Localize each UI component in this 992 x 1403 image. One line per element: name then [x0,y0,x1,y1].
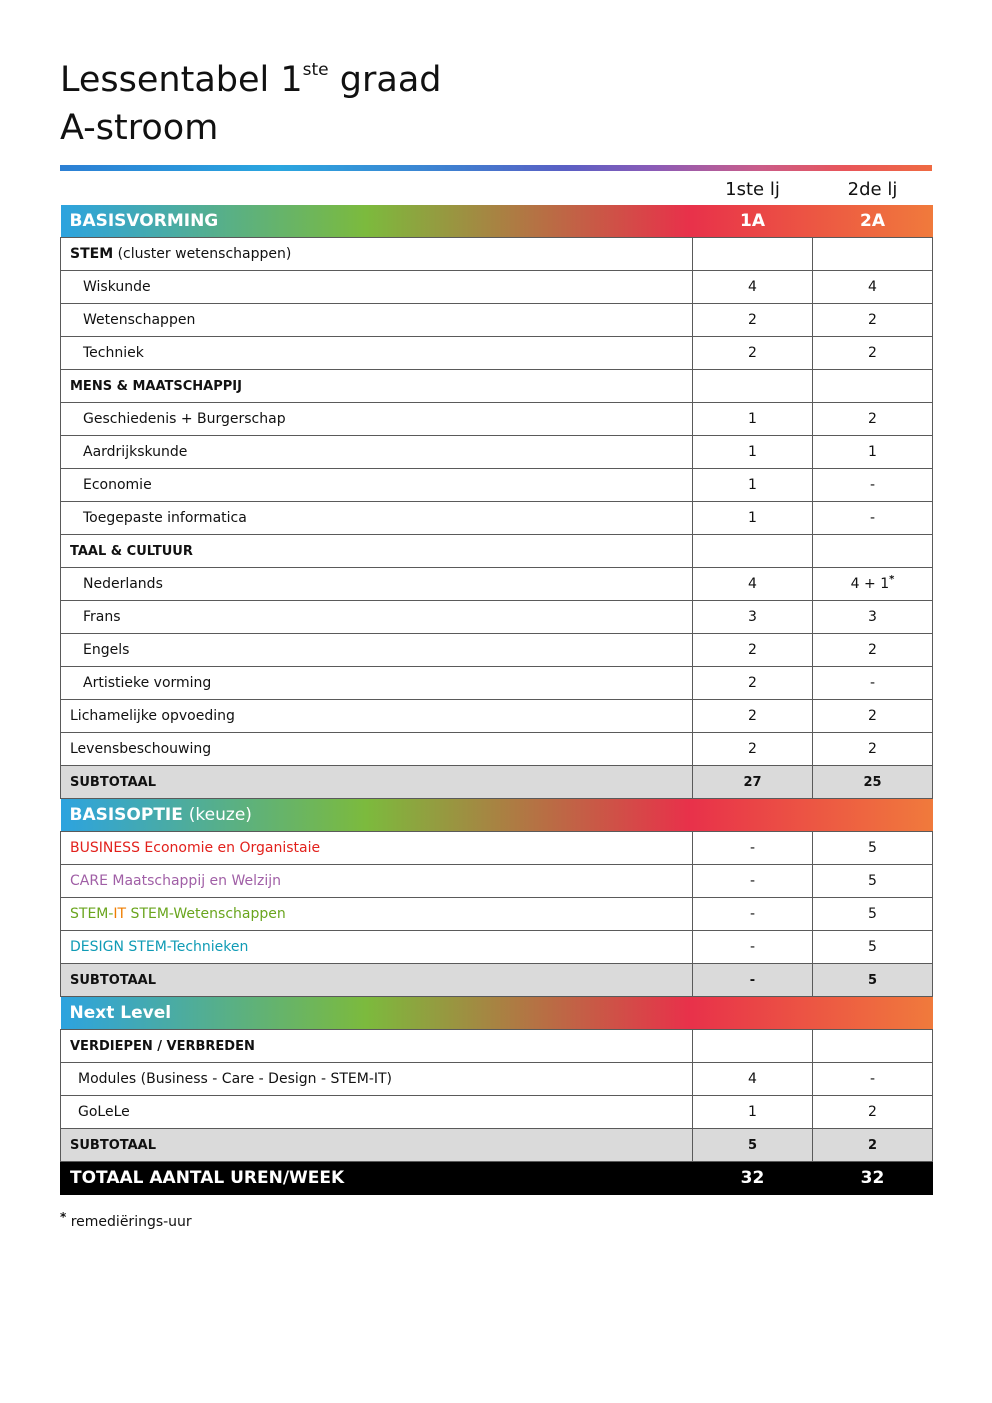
basisoptie-suffix: (keuze) [188,805,252,825]
row-value-1: 4 [693,1063,813,1096]
table-row [61,601,933,634]
subtotal-row-basisvorming [61,766,933,799]
title-line1-suffix: graad [328,60,442,100]
row-value-1: 1 [693,1096,813,1129]
row-label: Lichamelijke opvoeding [61,700,693,733]
row-label: Frans [61,601,693,634]
total-label: TOTAAL AANTAL UREN/WEEK [61,1162,693,1195]
category-row-taal [61,535,933,568]
stem-bold-label: STEM [70,246,114,262]
table-row-stem [61,238,933,271]
row-label: BUSINESS Economie en Organistaie [61,832,693,865]
section-col1: 1A [740,211,765,231]
stemit-label-part3: STEM-Wetenschappen [126,906,286,922]
subtotal-row-next-level [61,1129,933,1162]
subtotal-value-2: 5 [813,964,933,997]
row-value-1 [693,238,813,271]
row-value-2: 1 [813,436,933,469]
section-col2 [813,799,933,832]
row-value-1: 1 [693,469,813,502]
row-value-1 [693,1030,813,1063]
table-row-stemit [61,898,933,931]
row-value-1 [693,535,813,568]
row-value-2: 3 [813,601,933,634]
row-label: Wetenschappen [61,304,693,337]
nederlands-value-2: 4 + 1 [850,576,890,592]
row-value-1: - [693,931,813,964]
row-value-2: - [813,502,933,535]
row-value-2: 2 [813,337,933,370]
table-row [61,1063,933,1096]
row-value-2: 2 [813,700,933,733]
row-value-2: 2 [813,634,933,667]
table-row [61,436,933,469]
row-label: Aardrijkskunde [61,436,693,469]
row-value-2: - [813,667,933,700]
section-header-basisoptie [61,799,933,832]
table-row-care [61,865,933,898]
row-value-1: 1 [693,502,813,535]
row-label [61,898,693,931]
row-value-1: - [693,865,813,898]
row-value-2 [813,1030,933,1063]
row-value-1: 4 [693,271,813,304]
table-row [61,337,933,370]
footnote-marker: * [889,574,895,585]
stem-label-suffix: (cluster wetenschappen) [113,246,292,262]
section-header-basisvorming [61,205,933,238]
section-label: BASISVORMING [69,211,219,231]
section-col2: 2A [860,211,885,231]
row-value-2: 4 [813,271,933,304]
row-value-2: - [813,1063,933,1096]
category-row-verdiepen [61,1030,933,1063]
gradient-divider [60,165,932,171]
row-label: Economie [61,469,693,502]
row-label: Artistieke vorming [61,667,693,700]
year-header-row [61,173,933,205]
title-line2-text: A-stroom [60,108,219,148]
stemit-label-part2: IT [113,906,127,922]
row-value-2 [813,238,933,271]
table-row [61,304,933,337]
section-label: Next Level [69,1003,172,1023]
row-value-2: - [813,469,933,502]
table-row-design [61,931,933,964]
row-label: GoLeLe [61,1096,693,1129]
row-value-1: 2 [693,634,813,667]
row-value-1: 2 [693,700,813,733]
row-value-1: 1 [693,403,813,436]
table-row [61,271,933,304]
section-col1 [693,799,813,832]
row-value-1: 2 [693,304,813,337]
row-label: CARE Maatschappij en Welzijn [61,865,693,898]
row-value-2: 2 [813,1096,933,1129]
basisoptie-title: BASISOPTIE [69,805,183,825]
section-label [61,799,693,832]
stemit-label-part1: STEM- [70,906,114,922]
row-value-2 [813,535,933,568]
subtotal-value-2: 25 [813,766,933,799]
row-value-1: 4 [693,568,813,601]
title-line1-text: Lessentabel 1 [60,60,303,100]
category-row-mens [61,370,933,403]
table-row [61,733,933,766]
footnote-text: remediërings-uur [66,1214,192,1230]
row-value-2: 5 [813,898,933,931]
row-label: Nederlands [61,568,693,601]
category-label: VERDIEPEN / VERBREDEN [61,1030,693,1063]
subtotal-value-2: 2 [813,1129,933,1162]
category-label: MENS & MAATSCHAPPIJ [61,370,693,403]
row-value-1: 2 [693,733,813,766]
row-value-2 [813,370,933,403]
total-row [61,1162,933,1195]
subtotal-label: SUBTOTAAL [61,766,693,799]
footnote [60,1210,192,1230]
year-header-1: 1ste lj [725,178,780,200]
subtotal-label: SUBTOTAAL [61,964,693,997]
row-label: Geschiedenis + Burgerschap [61,403,693,436]
row-value-2: 5 [813,931,933,964]
year-header-2: 2de lj [847,178,898,200]
section-col2 [813,997,933,1030]
row-label: Techniek [61,337,693,370]
row-value-1: 2 [693,337,813,370]
section-header-next-level [61,997,933,1030]
total-value-2: 32 [813,1162,933,1195]
table-row [61,403,933,436]
row-label: Toegepaste informatica [61,502,693,535]
row-value-2: 5 [813,865,933,898]
year-header-spacer [61,173,693,205]
row-value-1: 1 [693,436,813,469]
row-label: DESIGN STEM-Technieken [61,931,693,964]
subtotal-label: SUBTOTAAL [61,1129,693,1162]
table-row-business [61,832,933,865]
footnote-mark: * [60,1210,67,1224]
subtotal-value-1: - [693,964,813,997]
row-label: Levensbeschouwing [61,733,693,766]
lessentabel-table [60,173,933,1195]
table-row [61,469,933,502]
row-value-1: 2 [693,667,813,700]
total-value-1: 32 [693,1162,813,1195]
table-row [61,1096,933,1129]
row-label: Engels [61,634,693,667]
row-value-1: 3 [693,601,813,634]
table-row [61,700,933,733]
subtotal-value-1: 5 [693,1129,813,1162]
section-col1 [693,997,813,1030]
subtotal-row-basisoptie [61,964,933,997]
row-value-1: - [693,832,813,865]
row-value-2: 2 [813,403,933,436]
table-row [61,634,933,667]
table-row [61,568,933,601]
row-value-2: 5 [813,832,933,865]
row-value-2: 2 [813,733,933,766]
table-row [61,502,933,535]
page-title [60,56,442,152]
category-label: TAAL & CULTUUR [61,535,693,568]
row-label: Modules (Business - Care - Design - STEM-IT) [61,1063,693,1096]
row-label [61,238,693,271]
row-value-2 [813,568,933,601]
subtotal-value-1: 27 [693,766,813,799]
row-label: Wiskunde [61,271,693,304]
row-value-1: - [693,898,813,931]
table-row [61,667,933,700]
row-value-2: 2 [813,304,933,337]
row-value-1 [693,370,813,403]
title-superscript: ste [302,60,329,80]
